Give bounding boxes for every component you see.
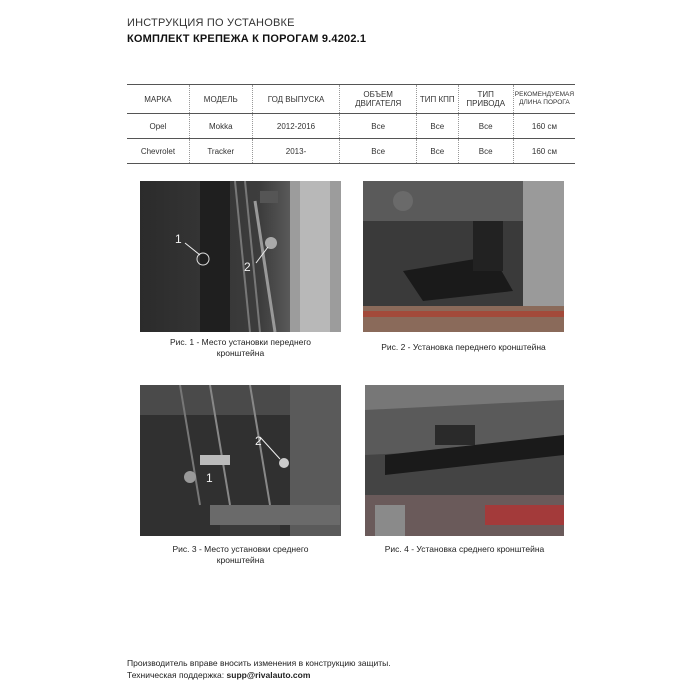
col-engine: ОБЪЕМ ДВИГАТЕЛЯ bbox=[340, 85, 417, 114]
figure-3-caption-line2: кронштейна bbox=[216, 555, 265, 565]
figure-3-marker-1: 1 bbox=[206, 471, 213, 485]
figure-3-caption bbox=[140, 544, 341, 566]
figure-2-photo bbox=[363, 181, 564, 332]
cell-year: 2013- bbox=[252, 139, 340, 164]
cell-brand: Opel bbox=[149, 121, 167, 131]
cell-engine: Все bbox=[340, 114, 417, 139]
cell-sill-length: 160 см bbox=[513, 114, 575, 139]
table-header-row bbox=[127, 85, 575, 114]
figure-1-caption bbox=[140, 337, 341, 359]
figure-1-caption-line1: Рис. 1 - Место установки переднего bbox=[169, 337, 312, 347]
kit-title: КОМПЛЕКТ КРЕПЕЖА К ПОРОГАМ 9.4202.1 bbox=[127, 33, 367, 45]
figure-3-photo bbox=[140, 385, 341, 536]
cell-drive: Все bbox=[458, 139, 513, 164]
cell-drive: Все bbox=[458, 114, 513, 139]
col-brand: МАРКА bbox=[144, 94, 172, 104]
col-gearbox: ТИП КПП bbox=[417, 85, 459, 114]
figure-1-marker-2: 2 bbox=[244, 260, 251, 274]
figure-1-photo bbox=[140, 181, 341, 332]
cell-gearbox: Все bbox=[417, 139, 459, 164]
cell-model: Mokka bbox=[189, 114, 252, 139]
cell-engine: Все bbox=[340, 139, 417, 164]
cell-sill-length: 160 см bbox=[513, 139, 575, 164]
figure-3-marker-2: 2 bbox=[255, 434, 262, 448]
compatibility-table bbox=[127, 84, 575, 164]
col-sill-length: РЕКОМЕНДУЕМАЯ ДЛИНА ПОРОГА bbox=[513, 85, 575, 114]
table-row bbox=[127, 114, 575, 139]
col-year: ГОД ВЫПУСКА bbox=[252, 85, 340, 114]
cell-gearbox: Все bbox=[417, 114, 459, 139]
support-label: Техническая поддержка: bbox=[127, 670, 225, 680]
figure-3-caption-line1: Рис. 3 - Место установки среднего bbox=[172, 544, 309, 554]
figure-2-caption: Рис. 2 - Установка переднего кронштейна bbox=[381, 342, 546, 352]
cell-brand: Chevrolet bbox=[140, 146, 176, 156]
figure-4-caption: Рис. 4 - Установка среднего кронштейна bbox=[384, 544, 545, 554]
table-row bbox=[127, 139, 575, 164]
figure-1-caption-line2: кронштейна bbox=[216, 348, 265, 358]
col-drive: ТИП ПРИВОДА bbox=[458, 85, 513, 114]
cell-year: 2012-2016 bbox=[252, 114, 340, 139]
support-email-link[interactable]: supp@rivalauto.com bbox=[226, 670, 311, 680]
instruction-title: ИНСТРУКЦИЯ ПО УСТАНОВКЕ bbox=[127, 17, 295, 29]
cell-model: Tracker bbox=[189, 139, 252, 164]
disclaimer-text: Производитель вправе вносить изменения в конструкцию защиты. bbox=[127, 658, 391, 668]
figure-1-marker-1: 1 bbox=[175, 232, 182, 246]
col-model: МОДЕЛЬ bbox=[189, 85, 252, 114]
support-line bbox=[127, 670, 310, 680]
figure-4-photo bbox=[365, 385, 564, 536]
